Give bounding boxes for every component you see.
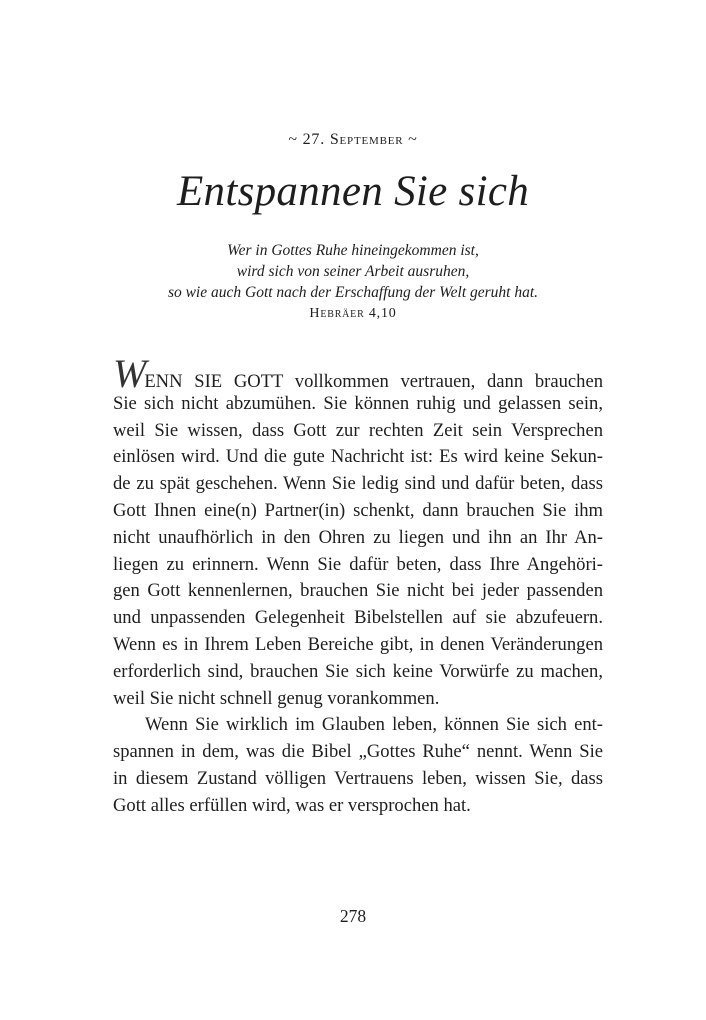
body-line: gen Gott kennenlernen, brauchen Sie nicht bei jeder passenden (113, 580, 603, 602)
page-number: 278 (339, 906, 367, 926)
body-line: weil Sie nicht schnell genug vorankommen. (113, 687, 440, 709)
bible-verse (0, 240, 706, 303)
body-line: Gott alles erfüllen wird, was er versprochen hat. (113, 794, 471, 816)
devotional-title: Entspannen Sie sich (176, 168, 530, 215)
body-line: weil Sie wissen, dass Gott zur rechten Zeit sein Versprechen (113, 419, 603, 441)
body-line: und unpassenden Gelegenheit Bibelstellen auf sie abzufeuern. (113, 607, 603, 629)
body-line-first (113, 351, 603, 396)
verse-line: wird sich von seiner Arbeit ausruhen, (236, 263, 470, 280)
body-line: Wenn Sie wirklich im Glauben leben, können Sie sich ent- (145, 714, 603, 736)
date-heading: ~ 27. September ~ (288, 131, 418, 148)
verse-line: so wie auch Gott nach der Erschaffung der Welt geruht hat. (167, 284, 539, 301)
body-text (113, 351, 603, 820)
body-line: spannen in dem, was die Bibel „Gottes Ruhe“ nennt. Wenn Sie (113, 741, 603, 763)
body-line: Gott Ihnen eine(n) Partner(in) schenkt, dann brauchen Sie ihm (113, 499, 603, 521)
body-line: einlösen wird. Und die gute Nachricht ist: Es wird keine Sekun- (113, 446, 603, 468)
body-line: in diesem Zustand völligen Vertrauens leben, wissen Sie, dass (113, 767, 603, 789)
body-line: liegen zu erinnern. Wenn Sie dafür beten, dass Ihre Angehöri- (113, 553, 603, 575)
body-line: erforderlich sind, brauchen Sie sich keine Vorwürfe zu machen, (113, 660, 603, 682)
verse-line: Wer in Gottes Ruhe hineingekommen ist, (227, 242, 479, 259)
drop-cap: W (113, 351, 145, 396)
body-line: nicht unaufhörlich in den Ohren zu liegen und ihn an Ihr An- (113, 526, 603, 548)
body-line: Wenn es in Ihrem Leben Bereiche gibt, in denen Veränderungen (113, 633, 603, 655)
body-line: Sie sich nicht abzumühen. Sie können ruhig und gelassen sein, (113, 392, 603, 414)
body-line: de zu spät geschehen. Wenn Sie ledig sind und dafür beten, dass (113, 473, 603, 495)
first-line-text: ENN SIE GOTT vollkommen vertrauen, dann brauchen (144, 371, 603, 392)
verse-reference: Hebräer 4,10 (309, 306, 397, 321)
